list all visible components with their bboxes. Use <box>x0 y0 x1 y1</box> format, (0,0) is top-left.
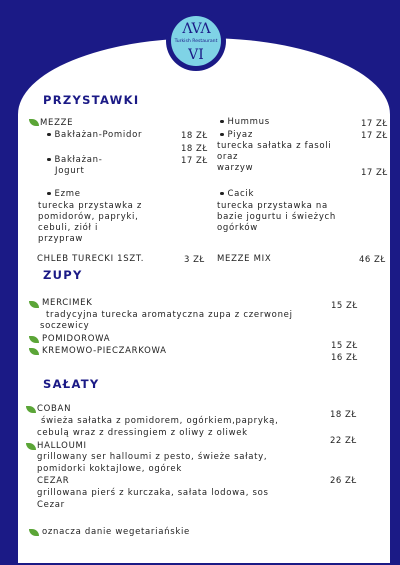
bullet-icon <box>47 158 51 162</box>
item-description: oraz <box>217 152 239 162</box>
price: 17 ZŁ <box>361 119 388 129</box>
price: 17 ZŁ <box>181 156 208 166</box>
section-title-salaty: SAŁATY <box>43 377 100 391</box>
item-description: cebulą wraz z dressingiem z oliwy z oliwek <box>37 428 248 438</box>
section-title-zupy: ZUPY <box>43 268 83 282</box>
restaurant-logo <box>166 11 226 71</box>
item-description: przypraw <box>38 234 84 244</box>
menu-item-cacik <box>220 189 254 200</box>
price: 22 ZŁ <box>330 436 357 446</box>
item-description: świeża sałatka z pomidorem, ogórkiem,papryką, <box>41 416 279 426</box>
menu-item-halloumi: HALLOUMI <box>37 441 87 451</box>
item-description: pomidorki koktajlowe, ogórek <box>37 464 182 474</box>
vegetarian-legend: oznacza danie wegetariańskie <box>42 527 190 537</box>
logo-name: Turkish Restaurant <box>174 39 218 44</box>
bullet-icon <box>47 192 51 196</box>
item-label: Ezme <box>54 189 81 199</box>
menu-item-mercimek: MERCIMEK <box>42 298 93 308</box>
price: 17 ZŁ <box>361 168 388 178</box>
price: 18 ZŁ <box>181 131 208 141</box>
item-description: grillowana pierś z kurczaka, sałata lodowa, sos <box>37 488 269 498</box>
price: 3 ZŁ <box>184 255 205 265</box>
item-description: bazie jogurtu i świeżych <box>217 212 337 222</box>
menu-item-baklazan-jogurt <box>47 155 103 166</box>
item-description: turecka sałatka z fasoli <box>217 141 332 151</box>
item-description: warzyw <box>217 163 254 173</box>
price: 15 ZŁ <box>331 301 358 311</box>
menu-item-mezze-mix: MEZZE MIX <box>217 254 272 264</box>
menu-item-mezze: MEZZE <box>40 118 74 128</box>
item-description: turecka przystawka na <box>217 201 328 211</box>
item-description: grillowany ser halloumi z pesto, świeże sałaty, <box>37 452 268 462</box>
price: 18 ZŁ <box>181 144 208 154</box>
menu-item-ezme <box>47 189 81 200</box>
item-description: Cezar <box>37 500 65 510</box>
item-label: Cacik <box>227 189 255 199</box>
menu-item-baklazan-pomidor <box>47 130 142 141</box>
menu-item-hummus <box>220 117 270 128</box>
item-label: Piyaz <box>227 130 254 140</box>
item-description: ogórków <box>217 223 258 233</box>
price: 17 ZŁ <box>361 131 388 141</box>
price: 26 ZŁ <box>330 476 357 486</box>
price: 18 ZŁ <box>330 410 357 420</box>
logo-mark-bottom: VI <box>188 47 204 63</box>
bullet-icon <box>47 133 51 137</box>
item-label-cont: Jogurt <box>55 166 85 176</box>
menu-item-chleb-turecki: CHLEB TURECKI 1SZT. <box>37 254 145 264</box>
price: 16 ZŁ <box>331 353 358 363</box>
item-label: Bakłażan-Pomidor <box>54 130 143 140</box>
item-label: Hummus <box>227 117 270 127</box>
bullet-icon <box>220 192 224 196</box>
menu-item-coban: COBAN <box>37 404 72 414</box>
item-description: pomidorów, papryki, <box>38 212 139 222</box>
bullet-icon <box>220 133 224 137</box>
bullet-icon <box>220 120 224 124</box>
item-description: tradycyjna turecka aromatyczna zupa z czerwonej <box>46 310 293 320</box>
menu-item-cezar: CEZAR <box>37 476 70 486</box>
logo-mark-top: ΛVΛ <box>182 21 210 37</box>
menu-item-pomidorowa: POMIDOROWA <box>42 334 111 344</box>
section-title-przystawki: PRZYSTAWKI <box>43 93 140 107</box>
price: 15 ZŁ <box>331 341 358 351</box>
item-description: turecka przystawka z <box>38 201 143 211</box>
item-label: Bakłażan- <box>54 155 103 165</box>
item-description: cebuli, ziół i <box>38 223 99 233</box>
item-description: soczewicy <box>40 321 90 331</box>
price: 46 ZŁ <box>359 255 386 265</box>
menu-item-piyaz <box>220 130 253 141</box>
menu-item-kremowo-pieczarkowa: KREMOWO-PIECZARKOWA <box>42 346 167 356</box>
logo-badge <box>171 16 221 66</box>
